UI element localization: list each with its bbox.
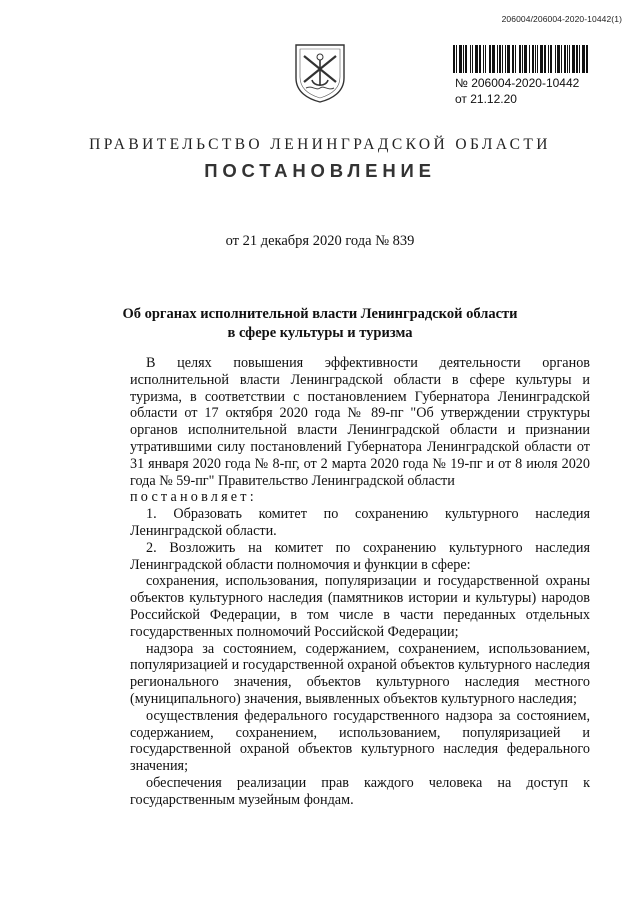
registration-number: № 206004-2020-10442 bbox=[455, 76, 580, 90]
subitem-3-paragraph: осуществления федерального государственного надзора за состоянием, содержанием, сохранением, использованием, популяризацией и государственной охраной объектов культурного наследия федерального значения; bbox=[130, 707, 590, 775]
registration-date: от 21.12.20 bbox=[455, 92, 517, 106]
decree-body bbox=[130, 355, 590, 809]
subject-line-2: в сфере культуры и туризма bbox=[227, 325, 413, 341]
decree-title: ПОСТАНОВЛЕНИЕ bbox=[204, 160, 436, 181]
barcode bbox=[453, 45, 611, 73]
decree-date-line: от 21 декабря 2020 года № 839 bbox=[225, 233, 415, 249]
subitem-1-paragraph: сохранения, использования, популяризации и государственной охраны объектов культурного наследия (памятников истории и культуры) народов Российской Федерации, в том числе в части переданных отдельных государственных полномочий Российской Федерации; bbox=[130, 573, 590, 640]
leningrad-oblast-emblem-icon bbox=[292, 42, 348, 104]
resolves-line: постановляет: bbox=[130, 489, 257, 506]
item-1-paragraph: 1. Образовать комитет по сохранению культурного наследия Ленинградской области. bbox=[130, 506, 590, 539]
subitem-2-paragraph: надзора за состоянием, содержанием, сохранением, использованием, популяризацией и государственной охраной объектов культурного наследия регионального значения, объектов культурного наследия местного (муниципального) значения, выявленных объектов культурного наследия; bbox=[130, 640, 590, 707]
government-title: ПРАВИТЕЛЬСТВО ЛЕНИНГРАДСКОЙ ОБЛАСТИ bbox=[89, 136, 551, 153]
document-id: 206004/206004-2020-10442(1) bbox=[501, 14, 622, 24]
subject-line-1: Об органах исполнительной власти Ленинградской области bbox=[122, 306, 518, 322]
decree-subject bbox=[0, 305, 640, 343]
preamble-paragraph: В целях повышения эффективности деятельности органов исполнительной власти Ленинградской области в сфере культуры и туризма, в соответствии с постановлением Губернатора Ленинградской области от 17 октября 2020 года № 89-пг "Об утверждении структуры органов исполнительной власти Ленинградской области и признании утратившими силу постановлений Губернатора Ленинградской области от 31 января 2020 года № 8-пг, от 2 марта 2020 года № 19-пг и от 8 июля 2020 года № 59-пг" Правительство Ленинградской области bbox=[130, 355, 590, 489]
item-2-paragraph: 2. Возложить на комитет по сохранению культурного наследия Ленинградской области полномочия и функции в сфере: bbox=[130, 539, 590, 573]
subitem-4-paragraph: обеспечения реализации прав каждого человека на доступ к государственным музейным фондам. bbox=[130, 774, 590, 808]
